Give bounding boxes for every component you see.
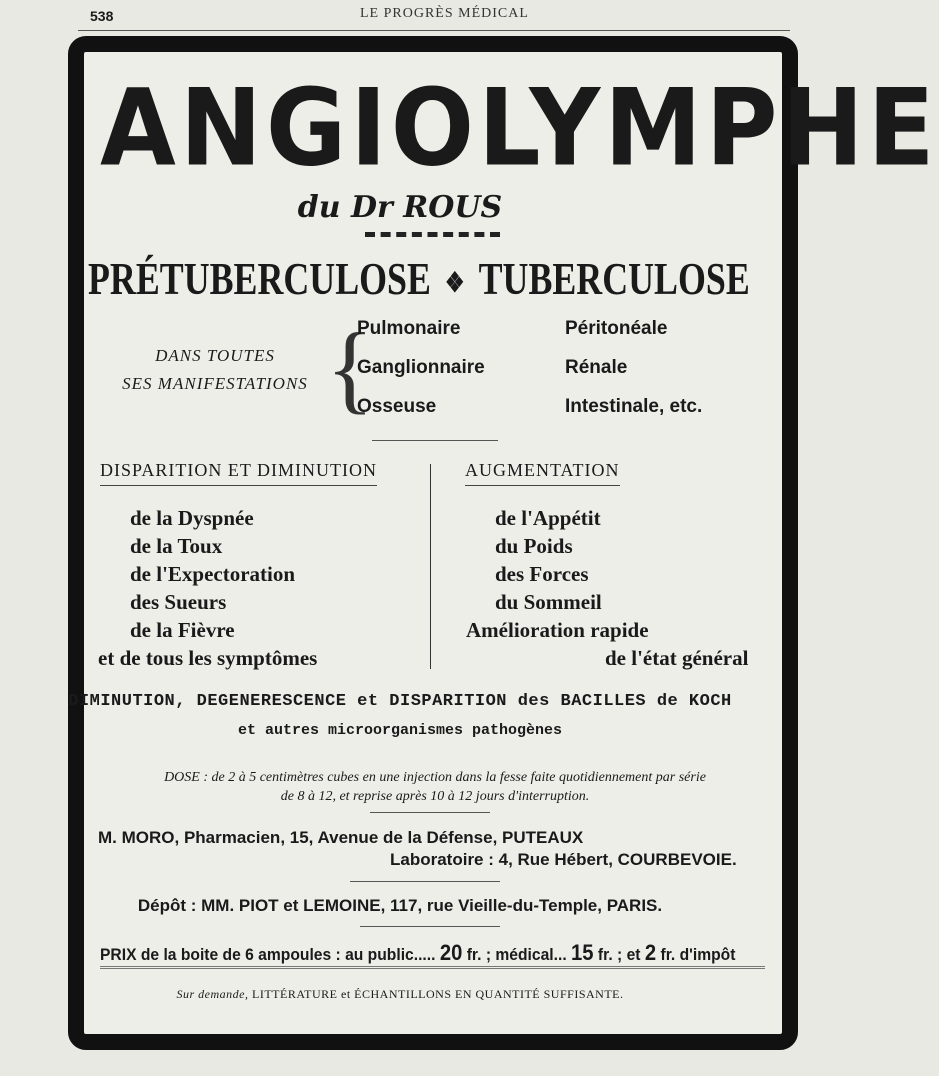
brand-title: ANGIOLYMPHE <box>100 67 939 191</box>
effect-item: et de tous les symptômes <box>98 646 318 670</box>
headline-right: TUBERCULOSE <box>478 253 750 304</box>
effect-item: de l'Expectoration <box>130 562 296 586</box>
microorganisms-line: et autres microorganismes pathogènes <box>237 722 563 739</box>
location-item: Pulmonaire <box>357 318 461 339</box>
column-heading-augmentation: AUGMENTATION <box>465 460 620 486</box>
dosage-line: de 8 à 12, et reprise après 10 à 12 jours d'interruption. <box>280 789 590 804</box>
price-text: fr. ; médical... <box>466 945 567 964</box>
location-item: Intestinale, etc. <box>565 396 703 417</box>
price-tax: 2 <box>644 940 657 965</box>
location-item: Osseuse <box>357 396 437 417</box>
ornament-icon: ❖ <box>444 268 465 300</box>
column-divider <box>430 464 431 669</box>
effect-item: Amélioration rapide <box>466 618 649 642</box>
bacilles-line: DIMINUTION, DEGENERESCENCE et DISPARITION des BACILLES de KOCH <box>68 692 732 711</box>
brace-icon: { <box>326 312 374 423</box>
column-heading-disparition: DISPARITION ET DIMINUTION <box>100 460 377 486</box>
journal-title: LE PROGRÈS MÉDICAL <box>360 6 529 21</box>
dashed-divider <box>365 232 500 237</box>
byline: du Dr ROUS <box>297 190 503 225</box>
location-item: Ganglionnaire <box>357 357 485 378</box>
header-rule <box>78 30 790 31</box>
footer-text: LITTÉRATURE et ÉCHANTILLONS EN QUANTITÉ SUFFISANTE. <box>252 987 624 1001</box>
headline <box>88 252 750 305</box>
section-rule <box>350 881 500 882</box>
wavy-rule <box>100 966 765 977</box>
pharmacien-address: M. MORO, Pharmacien, 15, Avenue de la Défense, PUTEAUX <box>98 828 584 847</box>
price-line <box>100 940 736 966</box>
section-rule <box>372 440 498 441</box>
effect-item: de la Dyspnée <box>130 506 254 530</box>
location-item: Péritonéale <box>565 318 668 339</box>
effect-item: du Poids <box>495 534 573 558</box>
footer-italic: Sur demande, <box>176 987 249 1001</box>
location-item: Rénale <box>565 357 628 378</box>
price-text: fr. ; et <box>597 945 641 964</box>
price-public: 20 <box>439 940 463 965</box>
effect-item: de la Toux <box>130 534 223 558</box>
laboratoire-address: Laboratoire : 4, Rue Hébert, COURBEVOIE. <box>390 850 737 869</box>
effect-item: des Forces <box>495 562 589 586</box>
price-medical: 15 <box>571 940 594 965</box>
price-label: PRIX de la boite de 6 ampoules : au public..... <box>100 945 436 964</box>
manifestations-line: SES MANIFESTATIONS <box>122 374 308 393</box>
manifestations-label <box>100 342 330 398</box>
section-rule <box>360 926 500 927</box>
effect-item: des Sueurs <box>130 590 227 614</box>
page-number: 538 <box>90 8 114 24</box>
manifestations-line: DANS TOUTES <box>155 346 275 365</box>
section-rule <box>370 812 490 813</box>
price-text: fr. d'impôt <box>660 945 736 964</box>
effect-item: du Sommeil <box>495 590 602 614</box>
dosage-line: DOSE : de 2 à 5 centimètres cubes en une injection dans la fesse faite quotidiennement par série <box>164 770 706 785</box>
dosage-text <box>95 768 775 806</box>
depot-address: Dépôt : MM. PIOT et LEMOINE, 117, rue Vieille-du-Temple, PARIS. <box>137 896 663 915</box>
effect-item: de l'Appétit <box>495 506 601 530</box>
footer-note <box>0 987 800 1002</box>
effect-item: de l'état général <box>605 646 749 670</box>
effect-item: de la Fièvre <box>130 618 235 642</box>
headline-left: PRÉTUBERCULOSE <box>88 253 431 304</box>
